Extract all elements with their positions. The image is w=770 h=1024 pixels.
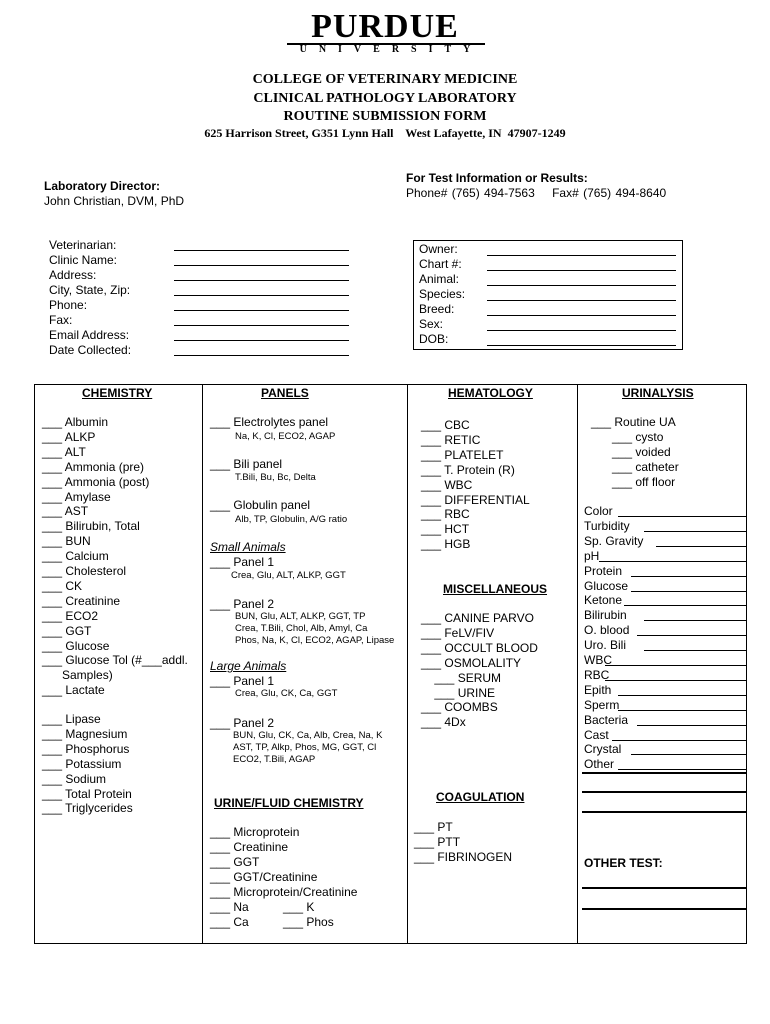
urinalysis-field-input[interactable] [618,769,747,770]
urinalysis-field-label: Uro. Bili [584,638,627,653]
chemistry-test-option[interactable]: ___ Glucose Tol (#___addl. [42,653,188,668]
chemistry-test-option[interactable]: ___ Potassium [42,756,122,771]
urinalysis-field-input[interactable] [618,695,747,696]
large-panel-1-option[interactable]: ___ Panel 1 [210,674,275,688]
urine-fluid-option[interactable]: ___ Microprotein [210,825,300,839]
urine-k-option[interactable]: ___ K [283,900,315,914]
urinalysis-field-label: Cast [584,727,609,742]
owner-field-input[interactable] [487,300,676,301]
coagulation-test-option[interactable]: ___ PT [414,820,453,834]
urinalysis-field-label: Bacteria [584,712,629,727]
chemistry-test-option[interactable]: ___ ALT [42,444,86,459]
urinalysis-field-label: Sperm [584,697,620,712]
urinalysis-field-label: Glucose [584,578,629,593]
large-panel-2-tests: AST, TP, Alkp, Phos, MG, GGT, Cl [233,742,377,753]
test-info-contact: Phone# (765) 494-7563 Fax# (765) 494-8640 [406,186,667,200]
logo-subtitle: UNIVERSITY [299,44,483,55]
urinalysis-field-input[interactable] [605,680,747,681]
misc-test-option[interactable]: ___ CANINE PARVO [421,611,534,625]
misc-test-option[interactable]: ___ COOMBS [421,700,498,715]
lab-title: CLINICAL PATHOLOGY LABORATORY [253,91,517,106]
chemistry-test-option[interactable]: ___ Albumin [42,415,109,429]
submitter-field-label: Fax: [49,313,73,327]
urinalysis-method-option[interactable]: ___ voided [612,444,671,459]
chemistry-test-option[interactable]: ___ Cholesterol [42,564,127,578]
urinalysis-field-input[interactable] [644,650,747,651]
urinalysis-field-label: Ketone [584,593,623,608]
small-panel-2-tests: Phos, Na, K, Cl, ECO2, AGAP, Lipase [235,635,395,646]
urinalysis-method-option[interactable]: ___ off floor [612,474,676,489]
submitter-field-label: Email Address: [49,328,130,342]
chemistry-test-option[interactable]: ___ Ammonia (post) [42,474,150,489]
hematology-test-option[interactable]: ___ PLATELET [421,447,504,462]
owner-field-label: Breed: [419,302,455,316]
submitter-field-label: Date Collected: [49,343,132,357]
chemistry-test-option[interactable]: ___ AST [42,504,89,519]
small-panel-2-option[interactable]: ___ Panel 2 [210,597,275,611]
form-title: ROUTINE SUBMISSION FORM [283,109,487,124]
bili-panel-option[interactable]: ___ Bili panel [210,457,283,471]
submitter-field-input[interactable] [174,295,349,296]
coagulation-heading: COAGULATION [436,790,525,804]
owner-field-label: Animal: [419,272,460,286]
urinalysis-field-label: Crystal [584,742,622,757]
urinalysis-field-label: Bilirubin [584,608,627,623]
urinalysis-field-input[interactable] [637,635,747,636]
urinalysis-field-label: Turbidity [584,518,630,533]
submitter-field-input[interactable] [174,355,349,356]
test-info-label: For Test Information or Results: [406,171,588,185]
urinalysis-field-input[interactable] [618,516,747,517]
chemistry-test-option[interactable]: ___ Lactate [42,683,105,698]
urinalysis-field-label: Protein [584,563,623,578]
urinalysis-field-input[interactable] [644,531,747,532]
chemistry-test-option[interactable]: ___ Total Protein [42,786,132,801]
owner-field-input[interactable] [487,270,676,271]
urine-fluid-option[interactable]: ___ Creatinine [210,840,289,854]
urine-fluid-option[interactable]: ___ GGT [210,855,260,869]
urinalysis-field-input[interactable] [618,710,747,711]
small-panel-1-tests: Crea, Glu, ALT, ALKP, GGT [231,570,346,581]
misc-test-option[interactable]: ___ SERUM [421,670,502,685]
urinalysis-field-input[interactable] [637,725,747,726]
small-panel-2-tests: BUN, Glu, ALT, ALKP, GGT, TP [235,611,366,622]
chemistry-test-option[interactable]: ___ Amylase [42,489,111,504]
column-divider [577,384,578,944]
urinalysis-field-label: WBC [584,653,612,667]
chemistry-test-option[interactable]: Samples) [42,668,113,683]
chemistry-test-option[interactable]: ___ Creatinine [42,593,121,608]
large-panel-1-tests: Crea, Glu, CK, Ca, GGT [235,688,338,699]
college-title: COLLEGE OF VETERINARY MEDICINE [252,72,518,87]
globulin-panel-tests: Alb, TP, Globulin, A/G ratio [235,514,348,525]
urine-ca-option[interactable]: ___ Ca [210,915,249,929]
chemistry-test-option[interactable]: ___ ALKP [42,429,96,444]
urinalysis-extra-line[interactable] [582,791,747,793]
large-panel-2-tests: BUN, Glu, CK, Ca, Alb, Crea, Na, K [233,730,383,741]
submitter-field-label: Veterinarian: [49,238,117,252]
panels-heading: PANELS [261,386,309,400]
chemistry-test-option[interactable]: ___ GGT [42,623,92,638]
owner-field-input[interactable] [487,315,676,316]
routine-ua-option[interactable]: ___ Routine UA [591,415,676,429]
chemistry-test-option[interactable]: ___ Bilirubin, Total [42,519,140,534]
urinalysis-field-input[interactable] [656,546,747,547]
chemistry-test-option[interactable]: ___ Sodium [42,771,107,786]
chemistry-test-option[interactable]: ___ Glucose [42,638,110,653]
coagulation-test-option[interactable]: ___ PTT [414,834,461,849]
owner-field-input[interactable] [487,345,676,346]
small-panel-1-option[interactable]: ___ Panel 1 [210,555,275,569]
hematology-test-option[interactable]: ___ RBC [421,507,470,522]
owner-field-label: Chart #: [419,257,462,271]
hematology-test-option[interactable]: ___ DIFFERENTIAL [421,492,530,507]
column-divider [407,384,408,944]
urinalysis-field-label: O. blood [584,623,630,638]
large-animals-label: Large Animals [210,659,287,673]
urine-fluid-option[interactable]: ___ Microprotein/Creatinine [210,885,358,899]
submitter-field-input[interactable] [174,250,349,251]
submitter-field-input[interactable] [174,265,349,266]
hematology-test-option[interactable]: ___ RETIC [421,432,481,447]
urine-phos-option[interactable]: ___ Phos [283,915,334,929]
column-divider [202,384,203,944]
chemistry-test-option[interactable]: ___ ECO2 [42,608,99,623]
urine-na-option[interactable]: ___ Na [210,900,249,914]
chemistry-test-option[interactable]: ___ Ammonia (pre) [42,459,145,474]
urine-fluid-option[interactable]: ___ GGT/Creatinine [210,870,318,884]
owner-field-label: Species: [419,287,466,301]
submitter-field-input[interactable] [174,340,349,341]
hematology-test-option[interactable]: ___ CBC [421,418,470,432]
submitter-field-input[interactable] [174,310,349,311]
miscellaneous-heading: MISCELLANEOUS [443,582,548,596]
bili-panel-tests: T.Bili, Bu, Bc, Delta [235,472,316,483]
other-test-heading: OTHER TEST: [584,856,663,870]
urinalysis-field-input[interactable] [605,665,747,666]
owner-field-input[interactable] [487,255,676,256]
small-animals-label: Small Animals [210,540,286,554]
urinalysis-field-input[interactable] [644,620,747,621]
director-name: John Christian, DVM, PhD [44,194,185,208]
logo-wordmark: PURDUE [311,8,459,45]
small-panel-2-tests: Crea, T.Bili, Chol, Alb, Amyl, Ca [235,623,368,634]
urinalysis-field-input[interactable] [631,576,747,577]
urinalysis-field-input[interactable] [612,740,747,741]
director-label: Laboratory Director: [44,179,161,193]
owner-field-input[interactable] [487,285,676,286]
large-panel-2-option[interactable]: ___ Panel 2 [210,716,275,730]
chemistry-test-option[interactable]: ___ Triglycerides [42,801,133,816]
hematology-test-option[interactable]: ___ HGB [421,537,471,552]
urinalysis-field-input[interactable] [624,605,747,606]
urinalysis-field-label: RBC [584,667,610,682]
urinalysis-field-label: Epith [584,682,612,697]
chemistry-test-option[interactable]: ___ CK [42,578,83,593]
urine-fluid-heading: URINE/FLUID CHEMISTRY [214,796,364,810]
urinalysis-extra-line[interactable] [582,811,747,813]
misc-test-option[interactable]: ___ OSMOLALITY [421,655,522,670]
submitter-field-label: City, State, Zip: [49,283,131,297]
urinalysis-method-option[interactable]: ___ cysto [612,430,664,444]
other-test-line[interactable] [582,908,747,910]
coagulation-test-option[interactable]: ___ FIBRINOGEN [414,849,513,864]
chemistry-test-option[interactable]: ___ Calcium [42,549,109,564]
hematology-test-option[interactable]: ___ WBC [421,477,473,492]
chemistry-test-option[interactable]: ___ Magnesium [42,726,128,741]
urinalysis-field-input[interactable] [599,561,747,562]
chemistry-test-option[interactable]: ___ BUN [42,534,91,549]
chemistry-test-option[interactable]: ___ Phosphorus [42,741,130,756]
chemistry-heading: CHEMISTRY [82,386,153,400]
hematology-test-option[interactable]: ___ HCT [421,522,470,537]
chemistry-test-option[interactable]: ___ Lipase [42,712,101,726]
misc-test-option[interactable]: ___ FeLV/FIV [421,625,495,640]
globulin-panel-option[interactable]: ___ Globulin panel [210,498,311,512]
electrolytes-panel-tests: Na, K, Cl, ECO2, AGAP [235,431,336,442]
large-panel-2-tests: ECO2, T.Bili, AGAP [233,754,316,765]
urinalysis-field-label: Color [584,504,613,518]
urinalysis-field-input[interactable] [631,591,747,592]
electrolytes-panel-option[interactable]: ___ Electrolytes panel [210,415,329,429]
misc-test-option[interactable]: ___ URINE [421,685,496,700]
owner-field-label: Owner: [419,242,458,256]
other-test-line[interactable] [582,887,747,889]
submitter-field-label: Clinic Name: [49,253,118,267]
misc-test-option[interactable]: ___ OCCULT BLOOD [421,640,538,655]
lab-address: 625 Harrison Street, G351 Lynn Hall West Lafayette, IN 47907-1249 [204,126,566,140]
submitter-field-input[interactable] [174,280,349,281]
misc-test-option[interactable]: ___ 4Dx [421,715,466,730]
owner-field-label: Sex: [419,317,444,331]
urinalysis-method-option[interactable]: ___ catheter [612,459,679,474]
hematology-heading: HEMATOLOGY [448,386,533,400]
urinalysis-field-label: Other [584,757,615,772]
urinalysis-heading: URINALYSIS [622,386,694,400]
urinalysis-field-label: Sp. Gravity [584,533,644,548]
owner-field-input[interactable] [487,330,676,331]
submitter-field-label: Address: [49,268,97,282]
urinalysis-field-label: pH [584,548,600,563]
owner-field-label: DOB: [419,332,449,346]
hematology-test-option[interactable]: ___ T. Protein (R) [421,462,515,477]
submitter-field-label: Phone: [49,298,88,312]
urinalysis-extra-line[interactable] [582,772,747,774]
urinalysis-field-input[interactable] [631,754,747,755]
submitter-field-input[interactable] [174,325,349,326]
